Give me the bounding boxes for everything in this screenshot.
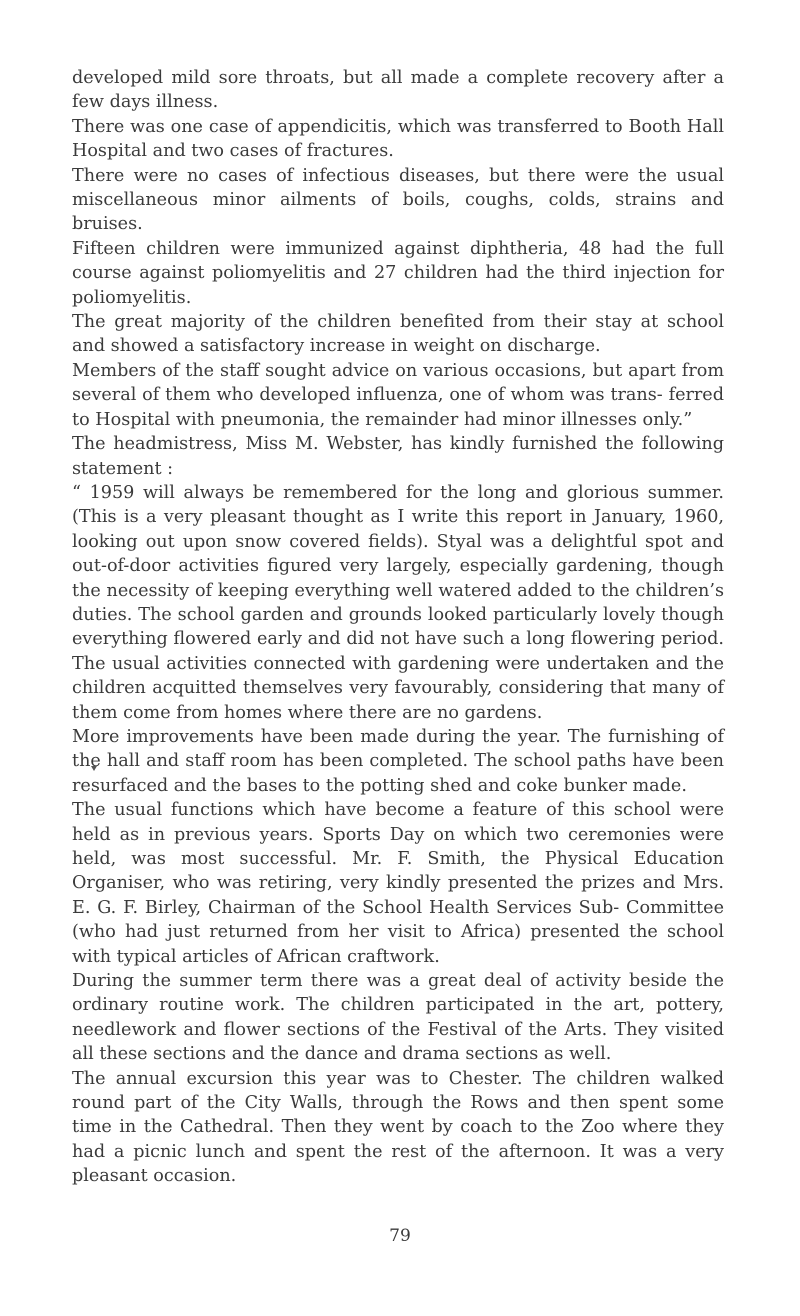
paragraph-12: The annual excursion this year was to Chester. The children walked round part of the City Walls, through the Rows and then spent some time in the Cathedral. Then they went by coach to the Zoo where they had a picnic lunch and spent the rest of the afternoon. It was a very pleasant occasion. bbox=[72, 1068, 724, 1187]
paragraph-7: The headmistress, Miss M. Webster, has kindly furnished the following statement : bbox=[72, 434, 724, 479]
paragraph-8: “ 1959 will always be remembered for the long and glorious summer. (This is a very pleasant thought as I write this report in January, 1960, looking out upon snow covered fields). Styal was a delightful spot and out-of-door activities figured very largely, especially gardening, though the necessity of keeping everything well watered added to the children’s duties. The school garden and grounds looked particularly lovely though everything flowered early and did not have such a long flowering period. The usual activities connected with gardening were undertaken and the children acquitted themselves very favourably, considering that many of them come from homes where there are no gardens. bbox=[72, 482, 724, 723]
paragraph-11: During the summer term there was a great deal of activity beside the ordinary routine work. The children participated in the art, pottery, needlework and flower sections of the Festival of the Arts. They visited all these sections and the dance and drama sections as well. bbox=[72, 971, 724, 1065]
paragraph-4: Fifteen children were immunized against diphtheria, 48 had the full course against poliomyelitis and 27 children had the third injection for poliomyelitis. bbox=[72, 238, 724, 308]
paragraph-5: The great majority of the children benefited from their stay at school and showed a satisfactory increase in weight on discharge. bbox=[72, 312, 724, 357]
paragraph-6: Members of the staff sought advice on various occasions, but apart from several of them who developed influenza, one of whom was trans- ferred to Hospital with pneumonia, the remainder had minor illnesses only.” bbox=[72, 360, 724, 430]
body-text bbox=[72, 66, 724, 1189]
paragraph-3: There were no cases of infectious diseases, but there were the usual miscellaneous minor ailments of boils, coughs, colds, strains and bruises. bbox=[72, 165, 724, 235]
paragraph-2: There was one case of appendicitis, which was transferred to Booth Hall Hospital and two cases of fractures. bbox=[72, 116, 724, 162]
paragraph-1: developed mild sore throats, but all made a complete recovery after a few days illness. bbox=[72, 68, 724, 113]
paragraph-9: More improvements have been made during the year. The furnishing of the hall and staff room has been completed. The school paths have been resurfaced and the bases to the potting shed and coke bunker made. bbox=[72, 726, 724, 796]
page-number: 79 bbox=[389, 1226, 411, 1246]
paragraph-10: The usual functions which have become a feature of this school were held as in previous years. Sports Day on which two ceremonies were held, was most successful. Mr. F. Smith, the Physical Education Organiser, who was retiring, very kindly presented the prizes and Mrs. E. G. F. Birley, Chairman of the School Health Services Sub- Committee (who had just returned from her visit to Africa) presented the school with typical articles of African craftwork. bbox=[72, 800, 724, 967]
scan-mark-triangle-icon bbox=[91, 766, 97, 771]
